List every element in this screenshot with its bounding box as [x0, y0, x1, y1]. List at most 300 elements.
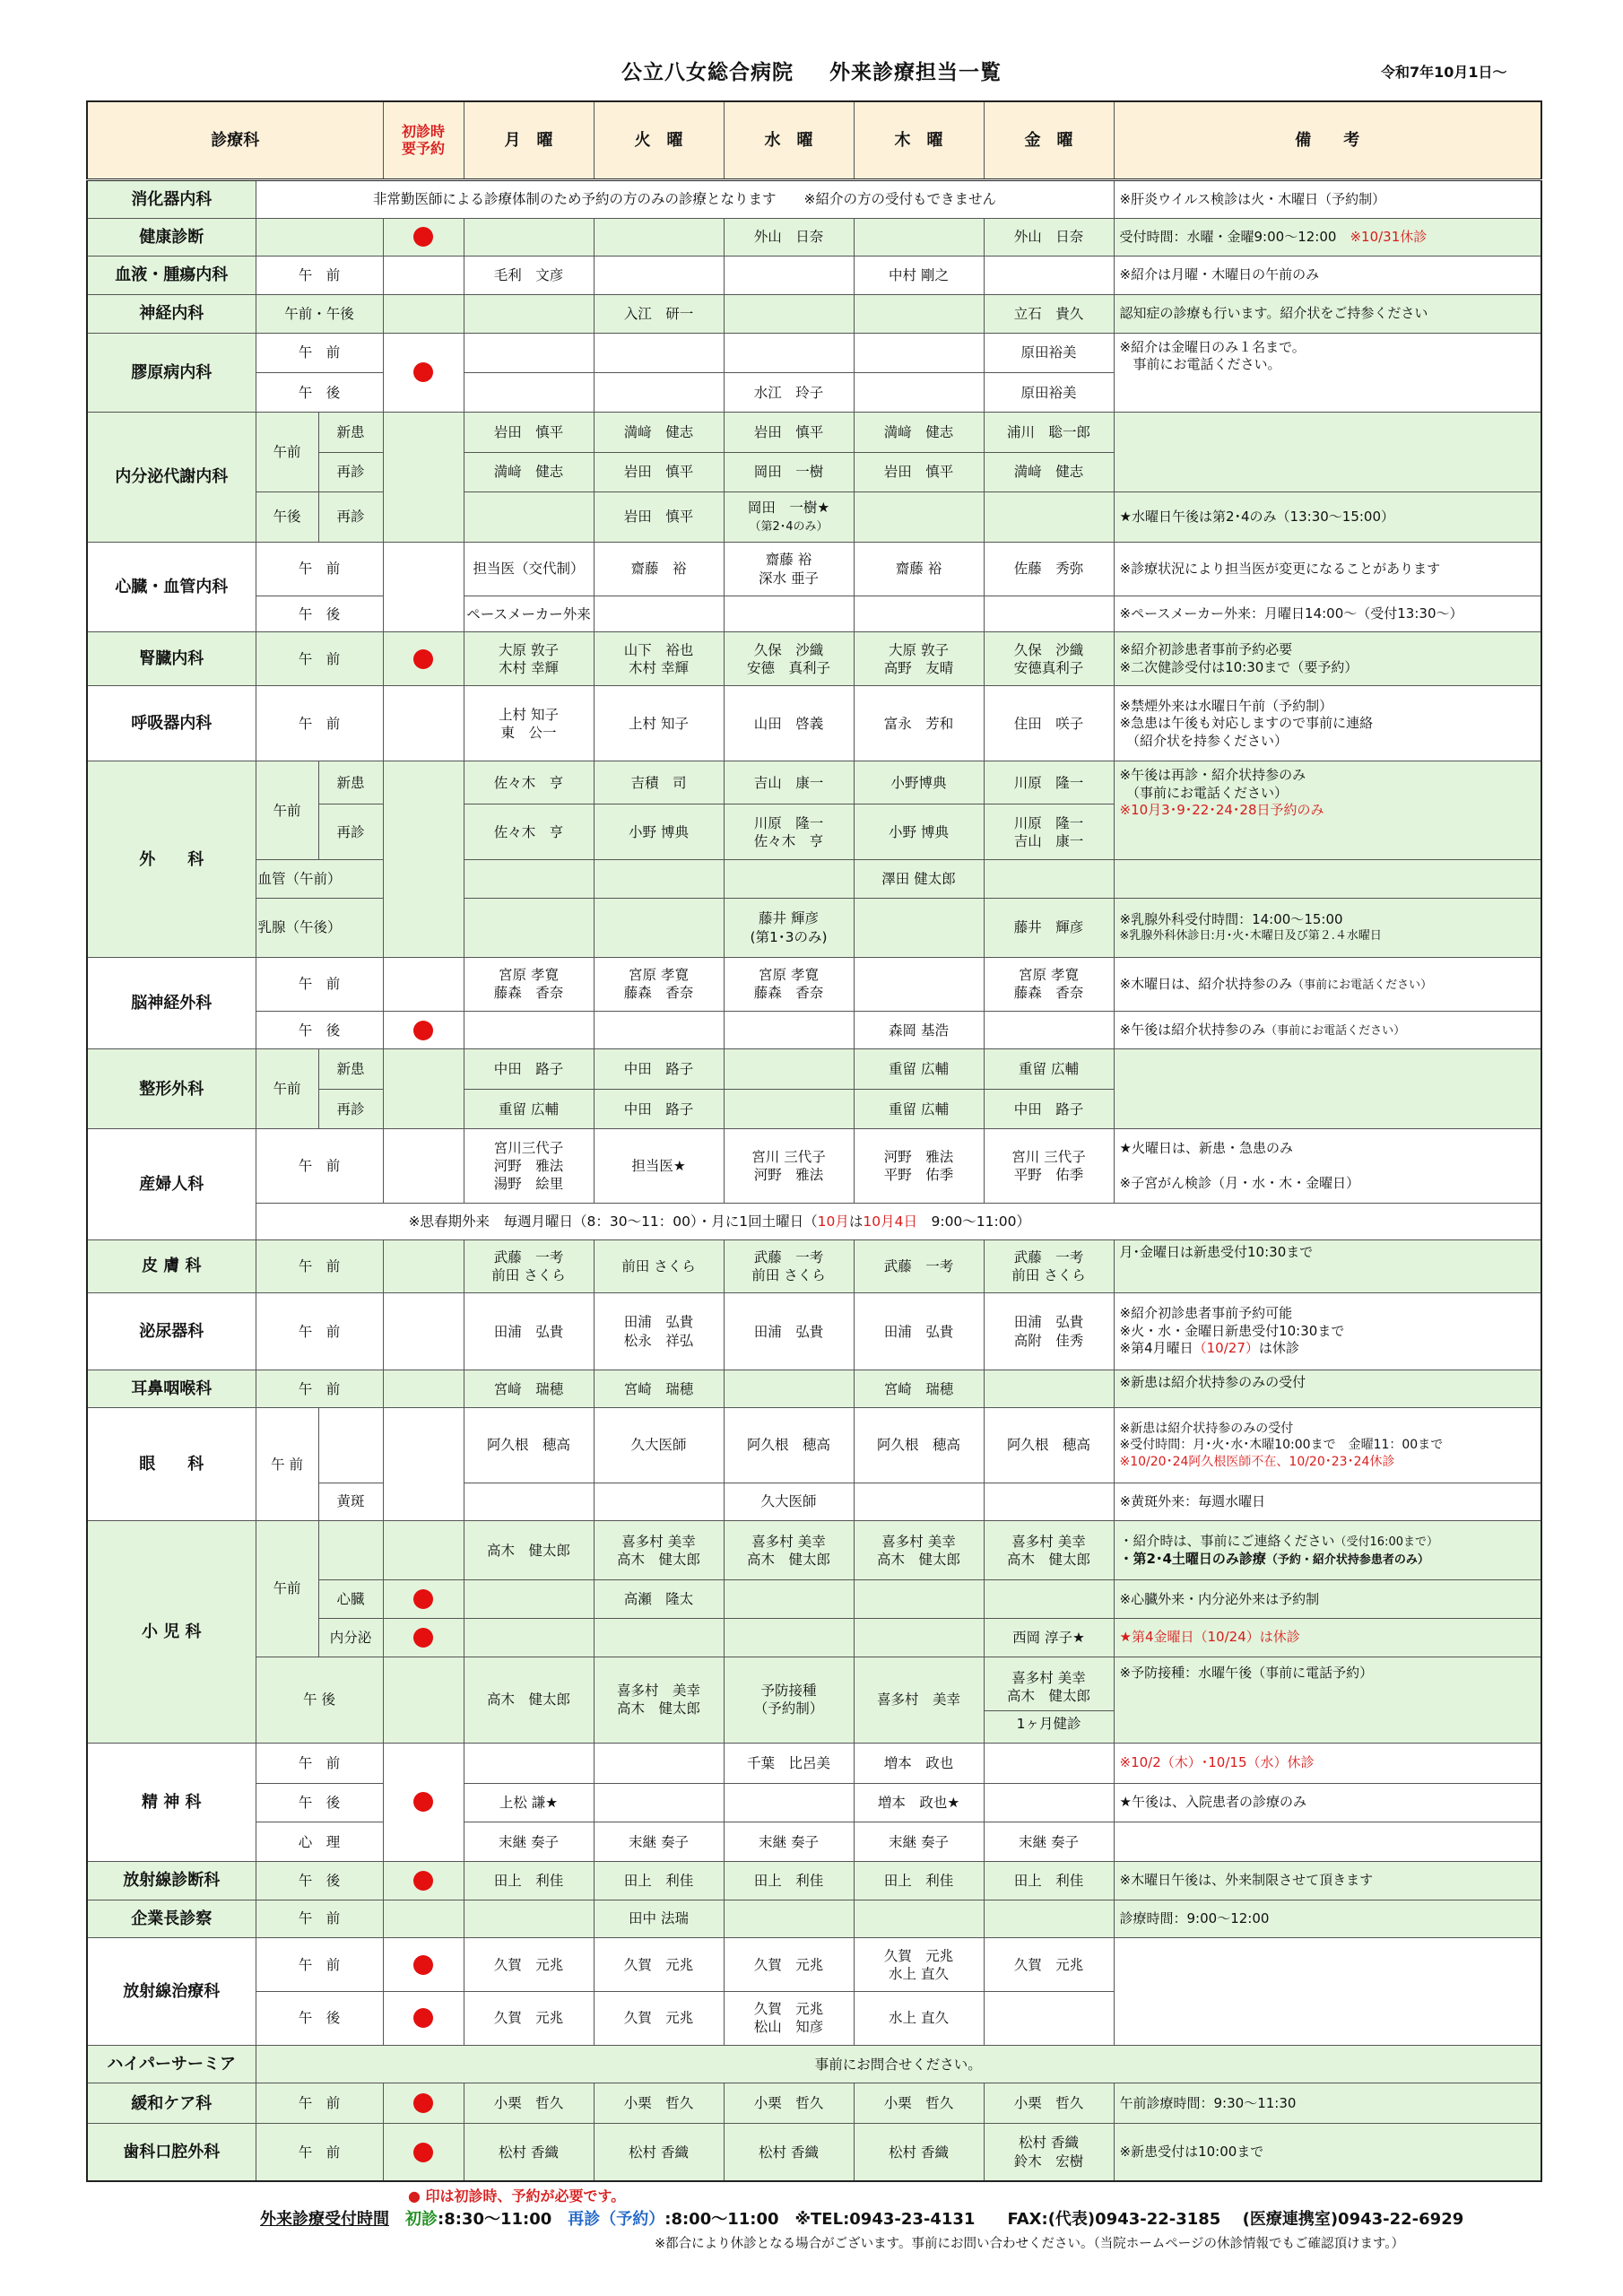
doctor-cell: 岩田 慎平 [594, 452, 724, 491]
doctor-cell: 末継 奏子 [464, 1822, 594, 1862]
table-row [87, 1408, 1541, 1483]
doctor-cell [724, 257, 854, 295]
table-row [87, 1657, 1541, 1743]
first-visit-cell [383, 1619, 464, 1657]
note-cell: ※ペースメーカー外来：月曜日14:00～（受付13:30～） [1114, 596, 1541, 632]
notice-text: ※思春期外来 毎週月曜日（8：30～11：00）・月に1回土曜日（ [408, 1213, 818, 1230]
note-sub: （事前にお電話ください） [1265, 1023, 1406, 1038]
dept-cell: 精 神 科 [87, 1743, 256, 1861]
doctor-cell [594, 596, 724, 632]
doctor-cell [594, 373, 724, 413]
doctor-cell [464, 294, 594, 333]
doctor-cell: 宮崎 瑞穂 [594, 1370, 724, 1408]
doctor-cell: 岡田 一樹 [724, 452, 854, 491]
visit-type-cell: 新患 [318, 761, 383, 804]
doctor-cell [854, 1619, 984, 1657]
first-visit-cell [383, 543, 464, 632]
doctor-cell: 久賀 元兆 [984, 1938, 1114, 1992]
note-cell: ★第4金曜日（10/24）は休診 [1114, 1619, 1541, 1657]
notice-cell [256, 1204, 1541, 1240]
revisit-time: :8:00～11:00 [664, 2210, 779, 2229]
doctor-cell: 松村 香織 [854, 2124, 984, 2181]
doctor-cell: 河野 雅法 平野 佑季 [854, 1129, 984, 1204]
first-visit-label: 初診 [405, 2210, 438, 2229]
first-visit-cell [383, 686, 464, 761]
first-visit-cell [383, 2124, 464, 2181]
time-cell: 午前 [256, 1049, 318, 1129]
note-cell [1114, 860, 1541, 899]
table-row [87, 632, 1541, 686]
doctor-cell: 大原 敦子 木村 幸輝 [464, 632, 594, 686]
doctor-cell: 中田 路子 [594, 1090, 724, 1129]
doctor-cell: 小栗 哲久 [594, 2083, 724, 2124]
doctor-cell [984, 1992, 1114, 2046]
reservation-legend: ● 印は初診時、予約が必要です。 [408, 2187, 626, 2205]
note-cell: ※紹介は月曜・木曜日の午前のみ [1114, 257, 1541, 295]
note-text: ※紹介初診患者事前予約可能 ※火・水・金曜日新患受付10:30まで ※第4月曜日 [1119, 1305, 1345, 1357]
doctor-cell [854, 1580, 984, 1619]
doctor-cell: 松村 香織 鈴木 宏樹 [984, 2124, 1114, 2181]
table-row [87, 1239, 1541, 1293]
doctor-cell [984, 860, 1114, 899]
table-row [87, 686, 1541, 761]
note-cell: 午前診療時間：9:30～11:30 [1114, 2083, 1541, 2124]
doctor-name: 喜多村 美幸 高木 健太郎 [985, 1664, 1114, 1711]
doctor-cell [854, 333, 984, 373]
time-cell: 午 前 [256, 958, 383, 1012]
dept-cell: 外 科 [87, 761, 256, 958]
doctor-sub: （第2･4のみ） [749, 520, 829, 535]
doctor-cell [724, 1580, 854, 1619]
note-cell [1114, 1822, 1541, 1862]
doctor-cell [464, 1619, 594, 1657]
reservation-dot-icon [413, 2143, 433, 2162]
time-cell: 午前 [256, 413, 318, 492]
time-cell: 午前・午後 [256, 294, 383, 333]
note-cell: ★午後は、入院患者の診療のみ [1114, 1783, 1541, 1822]
doctor-cell [854, 294, 984, 333]
table-row [87, 1862, 1541, 1900]
doctor-cell: 松村 香織 [724, 2124, 854, 2181]
doctor-cell [984, 1657, 1114, 1743]
note-red-text: ※10/20･24阿久根医師不在、10/20･23･24休診 [1119, 1454, 1395, 1469]
first-visit-cell [383, 1992, 464, 2046]
doctor-cell: 川原 隆一 佐々木 亨 [724, 804, 854, 860]
table-row [87, 898, 1541, 957]
doctor-cell: 重留 広輔 [984, 1049, 1114, 1090]
notice-red-text: 10月4日 [863, 1213, 917, 1230]
reception-hours [260, 2206, 1463, 2230]
doctor-cell: 喜多村 美幸 高木 健太郎 [594, 1521, 724, 1580]
doctor-cell: 増本 政也★ [854, 1783, 984, 1822]
dept-cell: 膠原病内科 [87, 333, 256, 413]
note-cell: 月･金曜日は新患受付10:30まで [1114, 1239, 1541, 1293]
doctor-cell: 松村 香織 [464, 2124, 594, 2181]
doctor-cell [594, 333, 724, 373]
visit-type-cell: 再診 [318, 1090, 383, 1129]
doctor-cell: 久保 沙織 安德真利子 [984, 632, 1114, 686]
first-visit-cell [383, 1862, 464, 1900]
note-cell: ※禁煙外来は水曜日午前（予約制） ※急患は午後も対応しますので事前に連絡 （紹介状を持参ください） [1114, 686, 1541, 761]
note-cell: 診療時間：9:00～12:00 [1114, 1900, 1541, 1938]
doctor-cell [724, 1049, 854, 1090]
doctor-cell: 藤井 輝彦 [984, 898, 1114, 957]
doctor-cell: 久賀 元兆 [594, 1938, 724, 1992]
doctor-cell: 阿久根 穂高 [854, 1408, 984, 1483]
note-cell [1114, 1011, 1541, 1049]
doctor-cell [724, 1011, 854, 1049]
revisit-label: 再診（予約） [568, 2210, 665, 2229]
doctor-cell: 西岡 淳子★ [984, 1619, 1114, 1657]
doctor-cell: 入江 研一 [594, 294, 724, 333]
doctor-cell [724, 333, 854, 373]
doctor-cell: 上松 謙★ [464, 1783, 594, 1822]
reservation-dot-icon [413, 1589, 433, 1609]
doctor-cell [854, 898, 984, 957]
note-red-text: ※10月3･9･22･24･28日予約のみ [1119, 802, 1324, 819]
header-row [87, 101, 1541, 179]
note-cell [1114, 958, 1541, 1012]
doctor-cell: 中田 路子 [984, 1090, 1114, 1129]
time-cell: 午 前 [256, 543, 383, 596]
table-row [87, 1743, 1541, 1783]
first-visit-time: :8:30～11:00 [438, 2210, 552, 2229]
reservation-dot-icon [413, 649, 433, 669]
doctor-cell: 満﨑 健志 [594, 413, 724, 453]
doctor-cell [464, 898, 594, 957]
doctor-cell: 喜多村 美幸 高木 健太郎 [854, 1521, 984, 1580]
doctor-cell [594, 1011, 724, 1049]
notice-cell: 事前にお問合せください。 [256, 2045, 1541, 2083]
doctor-cell: 久保 沙織 安德 真利子 [724, 632, 854, 686]
time-cell: 午 前 [256, 632, 383, 686]
doctor-cell: 上村 知子 [594, 686, 724, 761]
doctor-cell [984, 1370, 1114, 1408]
reservation-dot-icon [413, 1871, 433, 1891]
table-row [87, 1204, 1541, 1240]
table-row [87, 860, 1541, 899]
note-cell [1114, 1521, 1541, 1580]
first-visit-cell [383, 958, 464, 1012]
doctor-cell: 小野 博典 [594, 804, 724, 860]
dept-cell: 脳神経外科 [87, 958, 256, 1049]
doctor-cell: 末継 奏子 [854, 1822, 984, 1862]
reservation-dot-icon [413, 362, 433, 382]
first-visit-cell [383, 1938, 464, 1992]
table-row [87, 958, 1541, 1012]
first-visit-cell [383, 1129, 464, 1204]
note-text: ※午後は再診・紹介状持参のみ （事前にお電話ください） [1119, 767, 1306, 801]
table-row [87, 1049, 1541, 1090]
doctor-cell: 齋藤 裕 深水 亜子 [724, 543, 854, 596]
visit-type-cell: 再診 [318, 491, 383, 543]
dept-cell: 歯科口腔外科 [87, 2124, 256, 2181]
first-visit-cell [383, 1900, 464, 1938]
doctor-cell: 田上 利佳 [854, 1862, 984, 1900]
note-cell: ※新患受付は10:00まで [1114, 2124, 1541, 2181]
doctor-cell: 岩田 慎平 [464, 413, 594, 453]
doctor-cell: 高木 健太郎 [464, 1521, 594, 1580]
time-cell: 午前 [256, 1521, 318, 1657]
doctor-cell: 小野博典 [854, 761, 984, 804]
doctor-cell: 田中 法瑞 [594, 1900, 724, 1938]
time-cell: 午 後 [256, 373, 383, 413]
time-cell: 午 前 [256, 1239, 383, 1293]
table-row [87, 2124, 1541, 2181]
hours-label: 外来診療受付時間 [260, 2210, 389, 2229]
time-cell: 午 後 [256, 1862, 383, 1900]
dept-cell: 心臓・血管内科 [87, 543, 256, 632]
schedule-table [86, 100, 1542, 2182]
doctor-cell: 松村 香織 [594, 2124, 724, 2181]
time-cell: 午 前 [256, 1370, 383, 1408]
notice-red-text: 10月 [817, 1213, 849, 1230]
doctor-cell: 田上 利佳 [594, 1862, 724, 1900]
table-row [87, 2083, 1541, 2124]
header-thu: 木 曜 [854, 101, 984, 179]
dept-cell: 耳鼻咽喉科 [87, 1370, 256, 1408]
doctor-cell [464, 373, 594, 413]
doctor-cell: 久賀 元兆 松山 知彦 [724, 1992, 854, 2046]
doctor-cell [854, 218, 984, 257]
header-notes: 備 考 [1114, 101, 1541, 179]
first-visit-cell [383, 1370, 464, 1408]
doctor-cell [984, 1580, 1114, 1619]
table-row [87, 2045, 1541, 2083]
doctor-cell [724, 1900, 854, 1938]
reservation-dot-icon [413, 1955, 433, 1975]
dept-cell: 泌尿器科 [87, 1293, 256, 1370]
doctor-cell: 高木 健太郎 [464, 1657, 594, 1743]
doctor-cell: 宮原 孝寛 藤森 香奈 [724, 958, 854, 1012]
reservation-dot-icon [413, 1021, 433, 1040]
first-visit-cell [383, 1657, 464, 1743]
reservation-dot-icon [413, 227, 433, 247]
doctor-cell: 末継 奏子 [984, 1822, 1114, 1862]
doctor-cell: 吉積 司 [594, 761, 724, 804]
note-text: 受付時間：水曜・金曜9:00～12:00 [1119, 228, 1337, 245]
table-row [87, 1900, 1541, 1938]
doctor-cell: 重留 広輔 [854, 1090, 984, 1129]
note-cell: ※紹介は金曜日のみ１名まで。 事前にお電話ください。 [1114, 333, 1541, 413]
doctor-cell: 重留 広輔 [464, 1090, 594, 1129]
doctor-cell: 澤田 健太郎 [854, 860, 984, 899]
note-sub: （事前にお電話ください） [1292, 978, 1433, 992]
doctor-cell: 宮原 孝寛 藤森 香奈 [464, 958, 594, 1012]
time-cell: 午後 [256, 491, 318, 543]
doctor-cell: 田浦 弘貴 高附 佳秀 [984, 1293, 1114, 1370]
note-cell [1114, 413, 1541, 492]
reservation-dot-icon [413, 1792, 433, 1812]
table-row [87, 333, 1541, 373]
note-cell [1114, 1049, 1541, 1129]
time-cell: 午 前 [256, 2083, 383, 2124]
doctor-cell: 末継 奏子 [594, 1822, 724, 1862]
doctor-cell: ペースメーカー外来 [464, 596, 594, 632]
doctor-cell: 末継 奏子 [724, 1822, 854, 1862]
table-row [87, 1370, 1541, 1408]
doctor-cell: 毛利 文彦 [464, 257, 594, 295]
note-cell: ※肝炎ウイルス検診は火・木曜日（予約制） [1114, 179, 1541, 218]
doctor-cell [854, 1483, 984, 1521]
doctor-cell: 武藤 一考 前田 さくら [984, 1239, 1114, 1293]
time-cell: 午 前 [256, 1900, 383, 1938]
note-text: ※新患は紹介状持参のみの受付 ※受付時間：月･火･水･木曜10:00まで 金曜11：00まで [1119, 1422, 1444, 1453]
doctor-cell: 増本 政也 [854, 1743, 984, 1783]
doctor-cell: 佐々木 亨 [464, 804, 594, 860]
doctor-cell [464, 1483, 594, 1521]
header-wed: 水 曜 [724, 101, 854, 179]
doctor-cell [594, 1483, 724, 1521]
time-cell: 午 後 [256, 1011, 383, 1049]
dept-cell: 健康診断 [87, 218, 256, 257]
doctor-cell: 川原 隆一 [984, 761, 1114, 804]
first-visit-cell [383, 333, 464, 413]
doctor-cell: 田浦 弘貴 [854, 1293, 984, 1370]
doctor-cell: 田浦 弘貴 [724, 1293, 854, 1370]
document-name: 外来診療担当一覧 [829, 61, 1002, 84]
reservation-dot-icon [413, 1628, 433, 1648]
doctor-cell: 上村 知子 東 公一 [464, 686, 594, 761]
doctor-cell: 小栗 哲久 [464, 2083, 594, 2124]
doctor-cell: 前田 さくら [594, 1239, 724, 1293]
table-row [87, 179, 1541, 218]
doctor-cell [984, 1483, 1114, 1521]
doctor-cell [724, 1370, 854, 1408]
first-visit-cell [383, 1239, 464, 1293]
note-sub: （予約・紹介状持参患者のみ） [1265, 1552, 1429, 1567]
doctor-cell: 宮川 三代子 河野 雅法 [724, 1129, 854, 1204]
time-cell: 午 前 [256, 1293, 383, 1370]
doctor-cell: 山田 啓義 [724, 686, 854, 761]
table-row [87, 1783, 1541, 1822]
table-row [87, 491, 1541, 543]
disclaimer: ※都合により休診となる場合がございます。事前にお問い合わせください。（当院ホームページの休診情報でもご確認頂けます。） [655, 2237, 1405, 2251]
table-row [87, 1011, 1541, 1049]
doctor-cell: 佐々木 亨 [464, 761, 594, 804]
doctor-cell: 大原 敦子 高野 友晴 [854, 632, 984, 686]
doctor-cell: 重留 広輔 [854, 1049, 984, 1090]
time-cell [256, 218, 383, 257]
note-text: ※午後は紹介状持参のみ [1119, 1021, 1266, 1038]
dept-cell: 整形外科 [87, 1049, 256, 1129]
note-text: ・紹介時は、事前にご連絡ください [1119, 1532, 1335, 1549]
doctor-cell: 原田裕美 [984, 373, 1114, 413]
doctor-cell: 宮崎 瑞穂 [854, 1370, 984, 1408]
time-cell: 乳腺（午後） [256, 898, 383, 957]
dept-cell: 腎臓内科 [87, 632, 256, 686]
table-row [87, 1129, 1541, 1204]
note-cell [1114, 1293, 1541, 1370]
header-tue: 火 曜 [594, 101, 724, 179]
doctor-cell: 高瀬 隆太 [594, 1580, 724, 1619]
note-cell: ※心臓外来・内分泌外来は予約制 [1114, 1580, 1541, 1619]
first-visit-cell [383, 257, 464, 295]
doctor-cell: 宮川 三代子 平野 佑季 [984, 1129, 1114, 1204]
doctor-cell: 中田 路子 [594, 1049, 724, 1090]
dept-cell: 皮 膚 科 [87, 1239, 256, 1293]
time-cell: 血管（午前） [256, 860, 383, 899]
first-visit-cell [383, 294, 464, 333]
first-visit-cell [383, 761, 464, 958]
doctor-cell [594, 1783, 724, 1822]
doctor-cell: 外山 日奈 [984, 218, 1114, 257]
doctor-cell: 満﨑 健志 [854, 413, 984, 453]
note-cell [1114, 761, 1541, 860]
note-red-text: （10/27） [1193, 1340, 1259, 1357]
doctor-cell: 喜多村 美幸 高木 健太郎 [594, 1657, 724, 1743]
doctor-cell [854, 596, 984, 632]
note-text: は休診 [1258, 1340, 1299, 1357]
time-cell: 午 後 [256, 1992, 383, 2046]
doctor-cell [594, 860, 724, 899]
doctor-cell: 浦川 聡一郎 [984, 413, 1114, 453]
note-cell: ★火曜日は、新患・急患のみ ※子宮がん検診（月・水・木・金曜日） [1114, 1129, 1541, 1204]
doctor-cell: 阿久根 穂高 [724, 1408, 854, 1483]
note-cell: 認知症の診療も行います。紹介状をご持参ください [1114, 294, 1541, 333]
doctor-cell: 久賀 元兆 [464, 1992, 594, 2046]
doctor-cell: 齋藤 裕 [594, 543, 724, 596]
note-cell: ★水曜日午後は第2･4のみ（13:30～15:00） [1114, 491, 1541, 543]
first-visit-cell [383, 632, 464, 686]
doctor-cell [854, 491, 984, 543]
dept-cell: 神経内科 [87, 294, 256, 333]
doctor-cell: 喜多村 美幸 高木 健太郎 [724, 1521, 854, 1580]
doctor-cell: 満﨑 健志 [984, 452, 1114, 491]
dept-cell: 血液・腫瘍内科 [87, 257, 256, 295]
doctor-cell: 川原 隆一 吉山 康一 [984, 804, 1114, 860]
first-visit-cell [383, 1049, 464, 1129]
contact-info: ※TEL:0943-23-4131 FAX:(代表)0943-22-3185 (医療連携室)0943-22-6929 [778, 2210, 1464, 2229]
doctor-cell: 久賀 元兆 [464, 1938, 594, 1992]
notice-cell: 非常勤医師による診療体制のため予約の方のみの診療となります ※紹介の方の受付もできません [256, 179, 1114, 218]
note-cell [1114, 1408, 1541, 1483]
visit-type-cell [318, 1521, 383, 1580]
effective-date: 令和7年10月1日～ [1381, 64, 1507, 81]
first-visit-cell [383, 1521, 464, 1580]
doctor-cell [984, 1900, 1114, 1938]
time-cell: 午 後 [256, 1783, 383, 1822]
dept-cell: 産婦人科 [87, 1129, 256, 1240]
first-visit-cell [383, 413, 464, 543]
doctor-cell: 小栗 哲久 [984, 2083, 1114, 2124]
doctor-cell: 予防接種 （予約制） [724, 1657, 854, 1743]
doctor-cell: 千葉 比呂美 [724, 1743, 854, 1783]
header-mon: 月 曜 [464, 101, 594, 179]
note-cell: ※診療状況により担当医が変更になることがあります [1114, 543, 1541, 596]
doctor-name: 岡田 一樹★ [747, 499, 830, 516]
time-cell: 午 前 [256, 1938, 383, 1992]
doctor-cell [984, 1011, 1114, 1049]
doctor-cell: 久大医師 [594, 1408, 724, 1483]
doctor-cell [724, 1090, 854, 1129]
doctor-cell: 齋藤 裕 [854, 543, 984, 596]
dept-cell: 放射線治療科 [87, 1938, 256, 2045]
doctor-cell [984, 491, 1114, 543]
time-cell: 午 前 [256, 1743, 383, 1783]
doctor-cell: 武藤 一考 [854, 1239, 984, 1293]
doctor-cell [594, 1619, 724, 1657]
note-cell: ※木曜日午後は、外来制限させて頂きます [1114, 1862, 1541, 1900]
doctor-cell: 富永 芳和 [854, 686, 984, 761]
time-cell: 午 前 [256, 1408, 318, 1521]
doctor-cell [464, 333, 594, 373]
doctor-cell [464, 218, 594, 257]
note-cell [1114, 218, 1541, 257]
doctor-cell: 担当医（交代制） [464, 543, 594, 596]
time-cell: 午 前 [256, 686, 383, 761]
time-cell: 午 前 [256, 333, 383, 373]
